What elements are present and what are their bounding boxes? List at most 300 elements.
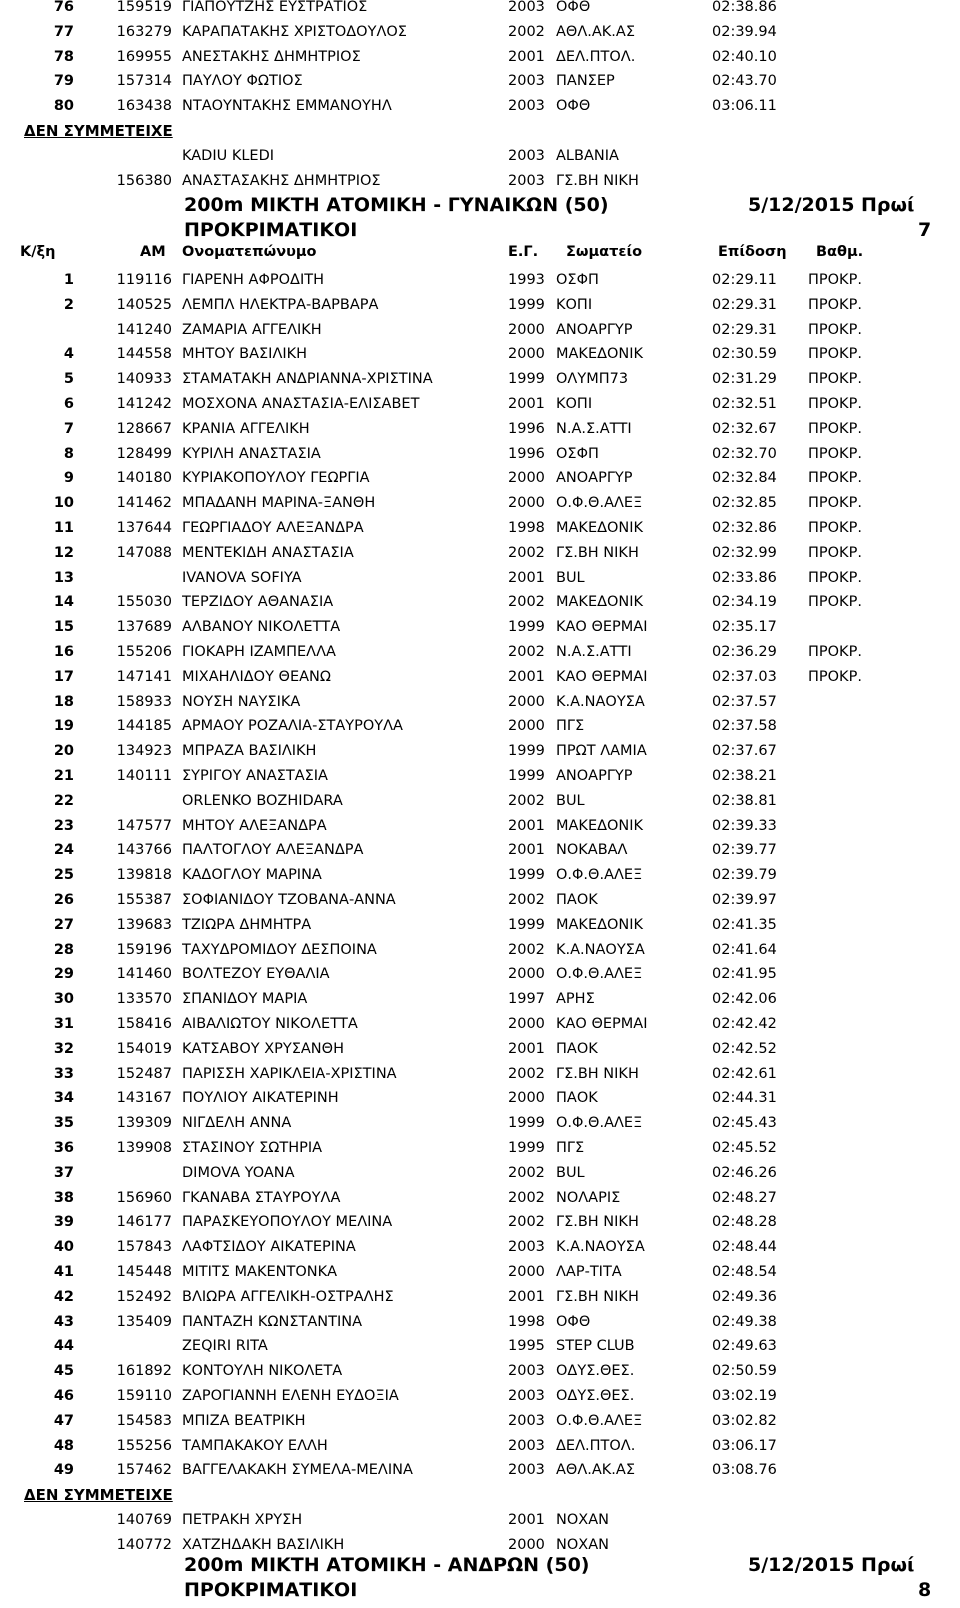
club-cell: ΚΑΟ ΘΕΡΜΑΙ — [556, 1016, 648, 1032]
time-cell: 02:38.21 — [712, 768, 777, 784]
athlete-name-cell: ΠΟΥΛΙΟΥ ΑΙΚΑΤΕΡΙΝΗ — [182, 1090, 339, 1107]
club-cell: BUL — [556, 1164, 585, 1181]
athlete-name-cell: ΠΑΝΤΑΖΗ ΚΩΝΣΤΑΝΤΙΝΑ — [182, 1313, 363, 1330]
member-id-cell: 141242 — [116, 396, 172, 412]
column-headers — [0, 241, 960, 263]
position-cell: 1 — [63, 272, 74, 288]
position-cell: 10 — [53, 495, 74, 512]
result-row — [0, 318, 960, 342]
club-cell: ΠΡΩΤ ΛΑΜΙΑ — [556, 743, 647, 760]
birth-year-cell: 2002 — [508, 1065, 545, 1082]
result-row — [0, 516, 960, 540]
event-date: 5/12/2015 Πρωί — [748, 1554, 915, 1576]
result-row — [0, 0, 960, 19]
club-cell: ΠΑΟΚ — [556, 892, 598, 908]
time-cell: 02:48.44 — [712, 1239, 777, 1256]
result-row — [0, 888, 960, 912]
birth-year-cell: 2000 — [508, 495, 545, 512]
member-id-cell: 140772 — [116, 1536, 172, 1553]
member-id-cell: 156380 — [116, 172, 172, 189]
position-cell: 31 — [53, 1016, 74, 1032]
qualification-cell: ΠΡΟΚΡ. — [808, 644, 862, 660]
athlete-name-cell: ΠΑΛΤΟΓΛΟΥ ΑΛΕΞΑΝΔΡΑ — [182, 842, 364, 859]
position-cell: 47 — [53, 1412, 74, 1429]
time-cell: 02:35.17 — [712, 619, 777, 636]
time-cell: 02:42.61 — [712, 1065, 777, 1082]
athlete-name-cell: ΠΑΥΛΟΥ ΦΩΤΙΟΣ — [182, 73, 303, 90]
result-row — [0, 1136, 960, 1160]
member-id-cell: 158933 — [116, 693, 172, 710]
athlete-name-cell: ΝΤΑΟΥΝΤΑΚΗΣ ΕΜΜΑΝΟΥΗΛ — [182, 98, 392, 115]
athlete-name-cell: ΜΙΤΙΤΣ ΜΑΚΕΝΤΟΝΚΑ — [182, 1264, 338, 1280]
member-id-cell: 140933 — [116, 371, 172, 388]
athlete-name-cell: ΖΑΜΑΡΙΑ ΑΓΓΕΛΙΚΗ — [182, 321, 322, 338]
birth-year-cell: 1999 — [508, 1115, 545, 1132]
member-id-cell: 139818 — [116, 867, 172, 884]
member-id-cell: 140180 — [116, 470, 172, 487]
did-not-participate-label: ΔΕΝ ΣΥΜΜΕΤΕΙΧΕ — [24, 122, 173, 140]
athlete-name-cell: ΚΥΡΙΛΗ ΑΝΑΣΤΑΣΙΑ — [182, 445, 321, 462]
athlete-name-cell: ΑΙΒΑΛΙΩΤΟΥ ΝΙΚΟΛΕΤΤΑ — [182, 1016, 358, 1032]
member-id-cell: 159196 — [116, 941, 172, 958]
result-row — [0, 1260, 960, 1284]
club-cell: ΓΣ.ΒΗ ΝΙΚΗ — [556, 1214, 639, 1231]
athlete-name-cell: ΤΑΜΠΑΚΑΚΟΥ ΕΛΛΗ — [182, 1437, 328, 1454]
athlete-name-cell: IVANOVA SOFIYA — [182, 569, 302, 586]
time-cell: 02:39.33 — [712, 817, 777, 834]
athlete-name-cell: ΣΤΑΣΙΝΟΥ ΣΩΤΗΡΙΑ — [182, 1140, 323, 1156]
athlete-name-cell: ΑΝΑΣΤΑΣΑΚΗΣ ΔΗΜΗΤΡΙΟΣ — [182, 172, 381, 189]
birth-year-cell: 2001 — [508, 1040, 545, 1057]
member-id-cell: 155030 — [116, 594, 172, 611]
birth-year-cell: 2002 — [508, 1189, 545, 1206]
time-cell: 03:06.11 — [712, 98, 777, 115]
position-cell: 46 — [53, 1388, 74, 1404]
birth-year-cell: 2003 — [508, 1437, 545, 1454]
column-header-birth-year: Ε.Γ. — [508, 244, 539, 260]
position-cell: 20 — [53, 743, 74, 760]
member-id-cell: 152487 — [116, 1065, 172, 1082]
position-cell: 77 — [53, 23, 74, 40]
result-row — [0, 1186, 960, 1210]
member-id-cell: 128499 — [116, 445, 172, 462]
birth-year-cell: 2000 — [508, 321, 545, 338]
time-cell: 02:38.81 — [712, 792, 777, 809]
position-cell: 8 — [63, 445, 74, 462]
member-id-cell: 169955 — [116, 48, 172, 65]
birth-year-cell: 2003 — [508, 147, 545, 164]
birth-year-cell: 1999 — [508, 619, 545, 636]
time-cell: 02:34.19 — [712, 594, 777, 611]
birth-year-cell: 2003 — [508, 172, 545, 189]
club-cell: ΓΣ.ΒΗ ΝΙΚΗ — [556, 1065, 639, 1082]
member-id-cell: 163279 — [116, 23, 172, 40]
athlete-name-cell: ΖΑΡΟΓΙΑΝΝΗ ΕΛΕΝΗ ΕΥΔΟΞΙΑ — [182, 1388, 399, 1404]
athlete-name-cell: ΝΟΥΣΗ ΝΑΥΣΙΚΑ — [182, 693, 301, 710]
event-date: 5/12/2015 Πρωί — [748, 194, 915, 216]
club-cell: Ν.Α.Σ.ΑΤΤΙ — [556, 420, 632, 437]
qualification-cell: ΠΡΟΚΡ. — [808, 420, 862, 437]
result-row — [0, 739, 960, 763]
birth-year-cell: 2003 — [508, 98, 545, 115]
club-cell: ΜΑΚΕΔΟΝΙΚ — [556, 594, 644, 611]
athlete-name-cell: ΑΛΒΑΝΟΥ ΝΙΚΟΛΕΤΤΑ — [182, 619, 341, 636]
athlete-name-cell: ΜΟΣΧΟΝΑ ΑΝΑΣΤΑΣΙΑ-ΕΛΙΣΑΒΕΤ — [182, 396, 420, 412]
club-cell: ΑΝΟΑΡΓΥΡ — [556, 768, 633, 784]
member-id-cell: 140111 — [116, 768, 172, 784]
birth-year-cell: 2002 — [508, 644, 545, 660]
athlete-name-cell: ΣΠΑΝΙΔΟΥ ΜΑΡΙΑ — [182, 991, 308, 1008]
club-cell: ΔΕΛ.ΠΤΟΛ. — [556, 1437, 636, 1454]
qualification-cell: ΠΡΟΚΡ. — [808, 544, 862, 561]
birth-year-cell: 2000 — [508, 346, 545, 363]
birth-year-cell: 1996 — [508, 445, 545, 462]
time-cell: 02:32.86 — [712, 520, 777, 536]
result-row — [0, 566, 960, 590]
qualification-cell: ΠΡΟΚΡ. — [808, 371, 862, 388]
athlete-name-cell: KADIU KLEDI — [182, 147, 275, 164]
birth-year-cell: 1999 — [508, 1140, 545, 1156]
birth-year-cell: 2000 — [508, 718, 545, 735]
qualification-cell: ΠΡΟΚΡ. — [808, 445, 862, 462]
member-id-cell: 146177 — [116, 1214, 172, 1231]
time-cell: 02:39.94 — [712, 23, 777, 40]
athlete-name-cell: DIMOVA YOANA — [182, 1164, 295, 1181]
result-row — [0, 417, 960, 441]
position-cell: 29 — [53, 966, 74, 983]
time-cell: 03:08.76 — [712, 1462, 777, 1479]
birth-year-cell: 1996 — [508, 420, 545, 437]
position-cell: 37 — [53, 1164, 74, 1181]
time-cell: 02:39.79 — [712, 867, 777, 884]
time-cell: 03:02.19 — [712, 1388, 777, 1404]
event-subtitle: ΠΡΟΚΡΙΜΑΤΙΚΟΙ — [184, 219, 358, 241]
result-row — [0, 987, 960, 1011]
time-cell: 02:37.58 — [712, 718, 777, 735]
athlete-name-cell: ΒΟΛΤΕΖΟΥ ΕΥΘΑΛΙΑ — [182, 966, 330, 983]
column-header-club: Σωματείο — [566, 244, 643, 260]
athlete-name-cell: ΓΙΑΡΕΝΗ ΑΦΡΟΔΙΤΗ — [182, 272, 324, 288]
club-cell: Κ.Α.ΝΑΟΥΣΑ — [556, 941, 645, 958]
athlete-name-cell: ΜΗΤΟΥ ΒΑΣΙΛΙΚΗ — [182, 346, 308, 363]
time-cell: 02:45.43 — [712, 1115, 777, 1132]
position-cell: 38 — [53, 1189, 74, 1206]
birth-year-cell: 2002 — [508, 1214, 545, 1231]
result-row — [0, 938, 960, 962]
birth-year-cell: 2001 — [508, 569, 545, 586]
time-cell: 02:39.77 — [712, 842, 777, 859]
position-cell: 41 — [53, 1264, 74, 1280]
club-cell: Ο.Φ.Θ.ΑΛΕΞ — [556, 867, 643, 884]
birth-year-cell: 1999 — [508, 867, 545, 884]
club-cell: ΟΦΘ — [556, 98, 591, 115]
result-row — [0, 1359, 960, 1383]
club-cell: STEP CLUB — [556, 1338, 635, 1355]
member-id-cell: 140525 — [116, 296, 172, 313]
time-cell: 02:41.35 — [712, 916, 777, 933]
result-row — [0, 1111, 960, 1135]
athlete-name-cell: ΧΑΤΖΗΔΑΚΗ ΒΑΣΙΛΙΚΗ — [182, 1536, 345, 1553]
member-id-cell: 134923 — [116, 743, 172, 760]
result-row — [0, 913, 960, 937]
member-id-cell: 157314 — [116, 73, 172, 90]
qualification-cell: ΠΡΟΚΡ. — [808, 495, 862, 512]
birth-year-cell: 1999 — [508, 916, 545, 933]
birth-year-cell: 2000 — [508, 1536, 545, 1553]
qualification-cell: ΠΡΟΚΡ. — [808, 272, 862, 288]
position-cell: 21 — [53, 768, 74, 784]
athlete-name-cell: ΜΕΝΤΕΚΙΔΗ ΑΝΑΣΤΑΣΙΑ — [182, 544, 354, 561]
time-cell: 02:45.52 — [712, 1140, 777, 1156]
result-row — [0, 1062, 960, 1086]
column-header-member-id: ΑΜ — [140, 244, 166, 260]
time-cell: 02:30.59 — [712, 346, 777, 363]
result-row — [0, 814, 960, 838]
birth-year-cell: 2003 — [508, 1412, 545, 1429]
athlete-name-cell: ΚΑΤΣΑΒΟΥ ΧΡΥΣΑΝΘΗ — [182, 1040, 344, 1057]
birth-year-cell: 2003 — [508, 1388, 545, 1404]
birth-year-cell: 2002 — [508, 792, 545, 809]
result-row — [0, 1210, 960, 1234]
birth-year-cell: 2000 — [508, 966, 545, 983]
club-cell: ΚΟΠΙ — [556, 296, 593, 313]
birth-year-cell: 2003 — [508, 73, 545, 90]
member-id-cell: 139908 — [116, 1140, 172, 1156]
position-cell: 19 — [53, 718, 74, 735]
position-cell: 17 — [53, 668, 74, 685]
qualification-cell: ΠΡΟΚΡ. — [808, 396, 862, 412]
event-subtitle: ΠΡΟΚΡΙΜΑΤΙΚΟΙ — [184, 1579, 358, 1601]
athlete-name-cell: ΣΥΡΙΓΟΥ ΑΝΑΣΤΑΣΙΑ — [182, 768, 328, 784]
position-cell: 28 — [53, 941, 74, 958]
result-row — [0, 615, 960, 639]
dns-row — [0, 169, 960, 193]
qualification-cell: ΠΡΟΚΡ. — [808, 346, 862, 363]
result-row — [0, 764, 960, 788]
position-cell: 43 — [53, 1313, 74, 1330]
member-id-cell: 147141 — [116, 668, 172, 685]
time-cell: 02:32.84 — [712, 470, 777, 487]
birth-year-cell: 1999 — [508, 768, 545, 784]
club-cell: Κ.Α.ΝΑΟΥΣΑ — [556, 693, 645, 710]
club-cell: ΟΔΥΣ.ΘΕΣ. — [556, 1363, 635, 1380]
position-cell: 14 — [53, 594, 74, 611]
member-id-cell: 128667 — [116, 420, 172, 437]
athlete-name-cell: ΠΕΤΡΑΚΗ ΧΡΥΣΗ — [182, 1512, 303, 1528]
birth-year-cell: 2000 — [508, 693, 545, 710]
position-cell: 9 — [63, 470, 74, 487]
athlete-name-cell: ZEQIRI RITA — [182, 1338, 268, 1355]
position-cell: 30 — [53, 991, 74, 1008]
member-id-cell: 133570 — [116, 991, 172, 1008]
result-row — [0, 590, 960, 614]
time-cell: 02:42.06 — [712, 991, 777, 1008]
birth-year-cell: 1999 — [508, 743, 545, 760]
time-cell: 03:06.17 — [712, 1437, 777, 1454]
birth-year-cell: 2001 — [508, 396, 545, 412]
club-cell: Ο.Φ.Θ.ΑΛΕΞ — [556, 495, 643, 512]
club-cell: ΚΑΟ ΘΕΡΜΑΙ — [556, 668, 648, 685]
event-number: 8 — [918, 1579, 932, 1601]
member-id-cell: 139683 — [116, 916, 172, 933]
position-cell: 79 — [53, 73, 74, 90]
athlete-name-cell: ΤΑΧΥΔΡΟΜΙΔΟΥ ΔΕΣΠΟΙΝΑ — [182, 941, 377, 958]
result-row — [0, 491, 960, 515]
birth-year-cell: 2002 — [508, 892, 545, 908]
athlete-name-cell: ΠΑΡΙΣΣΗ ΧΑΡΙΚΛΕΙΑ-ΧΡΙΣΤΙΝΑ — [182, 1065, 397, 1082]
qualification-cell: ΠΡΟΚΡ. — [808, 296, 862, 313]
club-cell: Ο.Φ.Θ.ΑΛΕΞ — [556, 966, 643, 983]
member-id-cell: 158416 — [116, 1016, 172, 1032]
column-header-name: Ονοματεπώνυμο — [182, 244, 317, 260]
member-id-cell: 141460 — [116, 966, 172, 983]
time-cell: 02:32.51 — [712, 396, 777, 412]
birth-year-cell: 2000 — [508, 1264, 545, 1280]
athlete-name-cell: ΜΗΤΟΥ ΑΛΕΞΑΝΔΡΑ — [182, 817, 327, 834]
club-cell: BUL — [556, 792, 585, 809]
club-cell: ΓΣ.ΒΗ ΝΙΚΗ — [556, 544, 639, 561]
result-row — [0, 1434, 960, 1458]
time-cell: 02:36.29 — [712, 644, 777, 660]
birth-year-cell: 2001 — [508, 1288, 545, 1305]
member-id-cell: 143167 — [116, 1090, 172, 1107]
athlete-name-cell: ΛΕΜΠΛ ΗΛΕΚΤΡΑ-ΒΑΡΒΑΡΑ — [182, 296, 379, 313]
position-cell: 5 — [63, 371, 74, 388]
athlete-name-cell: ΑΡΜΑΟΥ ΡΟΖΑΛΙΑ-ΣΤΑΥΡΟΥΛΑ — [182, 718, 403, 735]
club-cell: ΑΘΛ.ΑΚ.ΑΣ — [556, 23, 635, 40]
time-cell: 03:02.82 — [712, 1412, 777, 1429]
result-row — [0, 69, 960, 93]
club-cell: ΟΔΥΣ.ΘΕΣ. — [556, 1388, 635, 1404]
result-row — [0, 20, 960, 44]
position-cell: 27 — [53, 916, 74, 933]
birth-year-cell: 2001 — [508, 1512, 545, 1528]
position-cell: 34 — [53, 1090, 74, 1107]
athlete-name-cell: ΜΠΙΖΑ ΒΕΑΤΡΙΚΗ — [182, 1412, 306, 1429]
birth-year-cell: 2003 — [508, 1239, 545, 1256]
qualification-cell: ΠΡΟΚΡ. — [808, 470, 862, 487]
result-row — [0, 714, 960, 738]
result-row — [0, 293, 960, 317]
result-row — [0, 342, 960, 366]
position-cell: 45 — [53, 1363, 74, 1380]
time-cell: 02:42.52 — [712, 1040, 777, 1057]
member-id-cell: 139309 — [116, 1115, 172, 1132]
time-cell: 02:44.31 — [712, 1090, 777, 1107]
athlete-name-cell: ΛΑΦΤΣΙΔΟΥ ΑΙΚΑΤΕΡΙΝΑ — [182, 1239, 356, 1256]
athlete-name-cell: ΜΠΡΑΖΑ ΒΑΣΙΛΙΚΗ — [182, 743, 317, 760]
position-cell: 6 — [63, 396, 74, 412]
position-cell: 39 — [53, 1214, 74, 1231]
time-cell: 02:48.54 — [712, 1264, 777, 1280]
birth-year-cell: 2001 — [508, 817, 545, 834]
club-cell: ΜΑΚΕΔΟΝΙΚ — [556, 346, 644, 363]
result-row — [0, 690, 960, 714]
time-cell: 02:32.99 — [712, 544, 777, 561]
result-row — [0, 94, 960, 118]
club-cell: Ο.Φ.Θ.ΑΛΕΞ — [556, 1412, 643, 1429]
member-id-cell: 145448 — [116, 1264, 172, 1280]
member-id-cell: 147577 — [116, 817, 172, 834]
member-id-cell: 154583 — [116, 1412, 172, 1429]
member-id-cell: 155387 — [116, 892, 172, 908]
column-header-time: Επίδοση — [718, 244, 787, 260]
position-cell: 23 — [53, 817, 74, 834]
result-row — [0, 392, 960, 416]
qualification-cell: ΠΡΟΚΡ. — [808, 668, 862, 685]
club-cell: ΝΟΧΑΝ — [556, 1512, 609, 1528]
position-cell: 24 — [53, 842, 74, 859]
position-cell: 15 — [53, 619, 74, 636]
position-cell: 33 — [53, 1065, 74, 1082]
result-row — [0, 1409, 960, 1433]
birth-year-cell: 1999 — [508, 296, 545, 313]
time-cell: 02:37.67 — [712, 743, 777, 760]
athlete-name-cell: ΤΕΡΖΙΔΟΥ ΑΘΑΝΑΣΙΑ — [182, 594, 334, 611]
did-not-participate-label: ΔΕΝ ΣΥΜΜΕΤΕΙΧΕ — [24, 1486, 173, 1505]
time-cell: 02:41.64 — [712, 941, 777, 958]
time-cell: 02:32.85 — [712, 495, 777, 512]
member-id-cell: 156960 — [116, 1189, 172, 1206]
time-cell: 02:50.59 — [712, 1363, 777, 1380]
member-id-cell: 140769 — [116, 1512, 172, 1528]
position-cell: 78 — [53, 48, 74, 65]
member-id-cell: 141462 — [116, 495, 172, 512]
athlete-name-cell: ΓΙΑΠΟΥΤΖΗΣ ΕΥΣΤΡΑΤΙΟΣ — [182, 0, 368, 15]
member-id-cell: 155206 — [116, 644, 172, 660]
time-cell: 02:46.26 — [712, 1164, 777, 1181]
position-cell: 35 — [53, 1115, 74, 1132]
club-cell: ΠΑΟΚ — [556, 1040, 598, 1057]
result-row — [0, 838, 960, 862]
birth-year-cell: 2000 — [508, 1090, 545, 1107]
club-cell: ΟΣΦΠ — [556, 272, 599, 288]
position-cell: 13 — [53, 569, 74, 586]
athlete-name-cell: ΓΙΟΚΑΡΗ ΙΖΑΜΠΕΛΛΑ — [182, 644, 336, 660]
athlete-name-cell: ΜΙΧΑΗΛΙΔΟΥ ΘΕΑΝΩ — [182, 668, 331, 685]
column-header-position: Κ/ξη — [20, 244, 56, 260]
time-cell: 02:29.31 — [712, 296, 777, 313]
athlete-name-cell: ΚΡΑΝΙΑ ΑΓΓΕΛΙΚΗ — [182, 420, 310, 437]
member-id-cell: 147088 — [116, 544, 172, 561]
time-cell: 02:29.11 — [712, 272, 777, 288]
club-cell: ΛΑΡ-ΤΙΤΑ — [556, 1264, 622, 1280]
member-id-cell: 137689 — [116, 619, 172, 636]
time-cell: 02:38.86 — [712, 0, 777, 15]
birth-year-cell: 2001 — [508, 48, 545, 65]
member-id-cell: 157462 — [116, 1462, 172, 1479]
time-cell: 02:31.29 — [712, 371, 777, 388]
birth-year-cell: 2000 — [508, 470, 545, 487]
member-id-cell: 141240 — [116, 321, 172, 338]
member-id-cell: 155256 — [116, 1437, 172, 1454]
position-cell: 25 — [53, 867, 74, 884]
birth-year-cell: 2003 — [508, 0, 545, 15]
club-cell: BUL — [556, 569, 585, 586]
club-cell: Ν.Α.Σ.ΑΤΤΙ — [556, 644, 632, 660]
club-cell: ΚΑΟ ΘΕΡΜΑΙ — [556, 619, 648, 636]
birth-year-cell: 1995 — [508, 1338, 545, 1355]
time-cell: 02:37.57 — [712, 693, 777, 710]
position-cell: 4 — [63, 346, 74, 363]
result-row — [0, 665, 960, 689]
birth-year-cell: 2002 — [508, 1164, 545, 1181]
time-cell: 02:41.95 — [712, 966, 777, 983]
time-cell: 02:37.03 — [712, 668, 777, 685]
club-cell: ΠΓΣ — [556, 718, 585, 735]
result-row — [0, 962, 960, 986]
time-cell: 02:29.31 — [712, 321, 777, 338]
